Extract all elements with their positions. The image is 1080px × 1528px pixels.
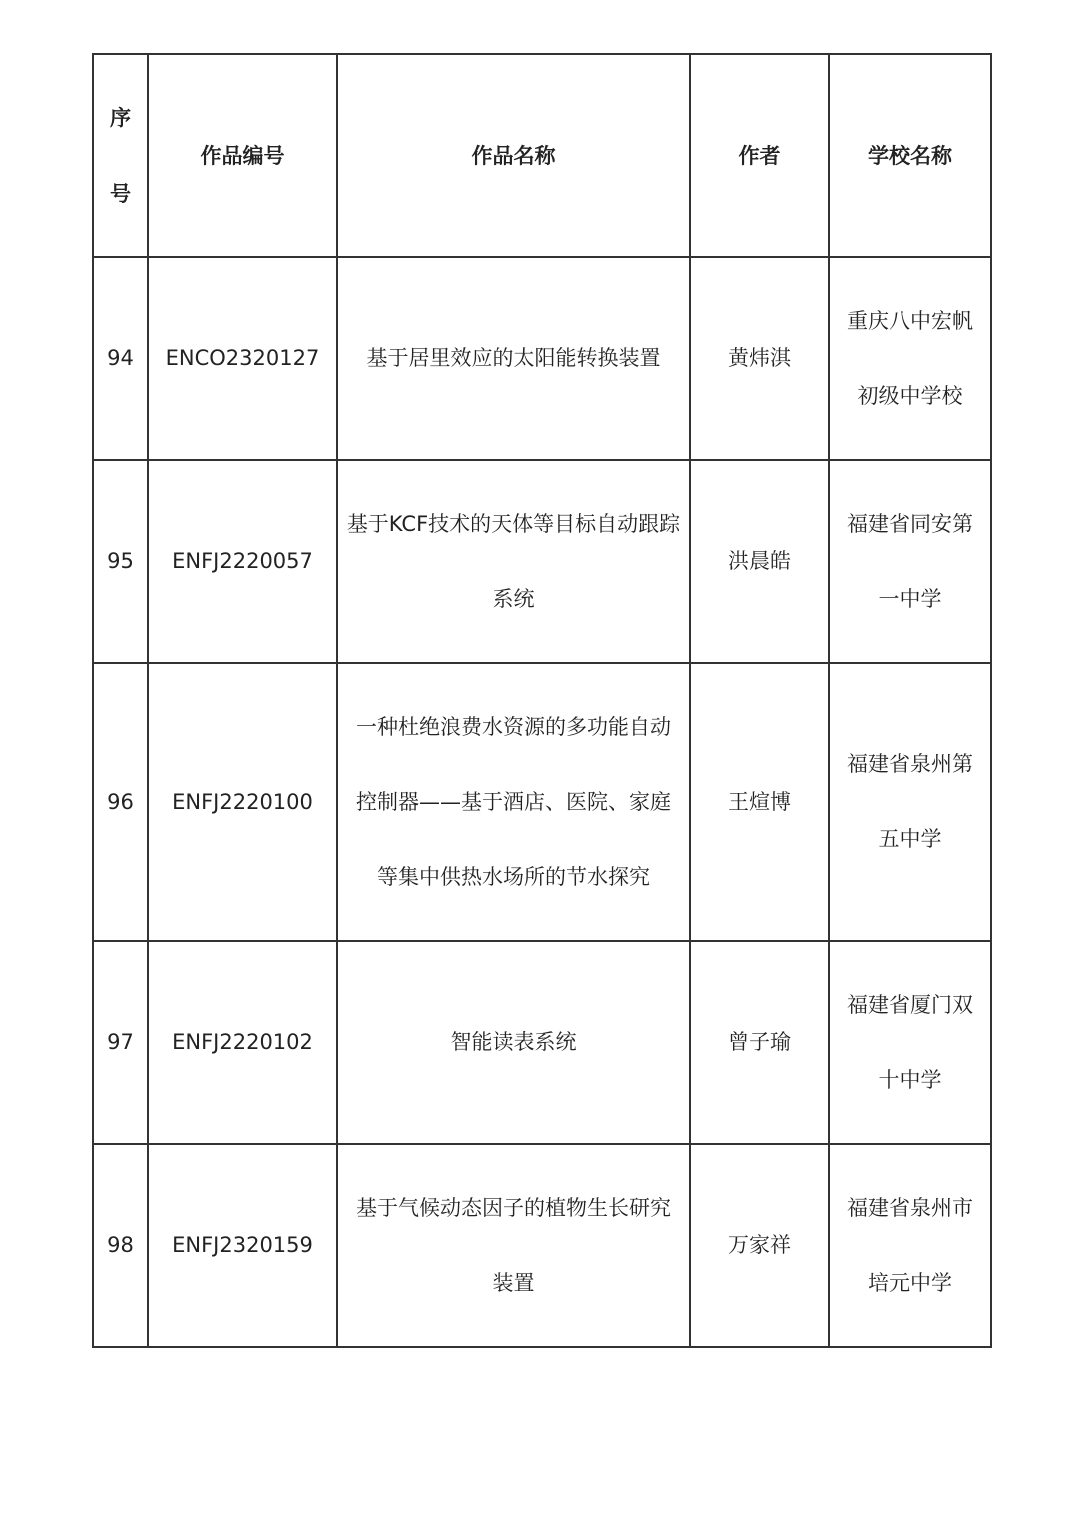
cell-school: 重庆八中宏帆初级中学校 — [829, 257, 991, 460]
cell-author: 洪晨皓 — [690, 460, 829, 663]
cell-seq: 98 — [93, 1144, 148, 1347]
table-header-row — [93, 54, 991, 257]
table-row — [93, 663, 991, 941]
cell-title: 基于居里效应的太阳能转换装置 — [337, 257, 690, 460]
table-row — [93, 1144, 991, 1347]
cell-title: 智能读表系统 — [337, 941, 690, 1144]
table-row — [93, 941, 991, 1144]
cell-seq: 94 — [93, 257, 148, 460]
cell-title: 基于气候动态因子的植物生长研究装置 — [337, 1144, 690, 1347]
cell-school: 福建省厦门双十中学 — [829, 941, 991, 1144]
cell-title: 一种杜绝浪费水资源的多功能自动控制器——基于酒店、医院、家庭等集中供热水场所的节水探究 — [337, 663, 690, 941]
awards-table — [92, 53, 992, 1348]
cell-school: 福建省泉州第五中学 — [829, 663, 991, 941]
table-row — [93, 257, 991, 460]
header-code: 作品编号 — [148, 54, 337, 257]
cell-code: ENFJ2320159 — [148, 1144, 337, 1347]
header-author: 作者 — [690, 54, 829, 257]
header-school: 学校名称 — [829, 54, 991, 257]
cell-seq: 97 — [93, 941, 148, 1144]
cell-title: 基于KCF技术的天体等目标自动跟踪系统 — [337, 460, 690, 663]
header-title: 作品名称 — [337, 54, 690, 257]
cell-school: 福建省同安第一中学 — [829, 460, 991, 663]
cell-seq: 95 — [93, 460, 148, 663]
cell-code: ENCO2320127 — [148, 257, 337, 460]
cell-author: 王煊博 — [690, 663, 829, 941]
cell-code: ENFJ2220102 — [148, 941, 337, 1144]
cell-author: 万家祥 — [690, 1144, 829, 1347]
cell-author: 黄炜淇 — [690, 257, 829, 460]
cell-code: ENFJ2220100 — [148, 663, 337, 941]
cell-seq: 96 — [93, 663, 148, 941]
cell-code: ENFJ2220057 — [148, 460, 337, 663]
cell-author: 曾子瑜 — [690, 941, 829, 1144]
table-row — [93, 460, 991, 663]
header-seq: 序号 — [93, 54, 148, 257]
cell-school: 福建省泉州市培元中学 — [829, 1144, 991, 1347]
